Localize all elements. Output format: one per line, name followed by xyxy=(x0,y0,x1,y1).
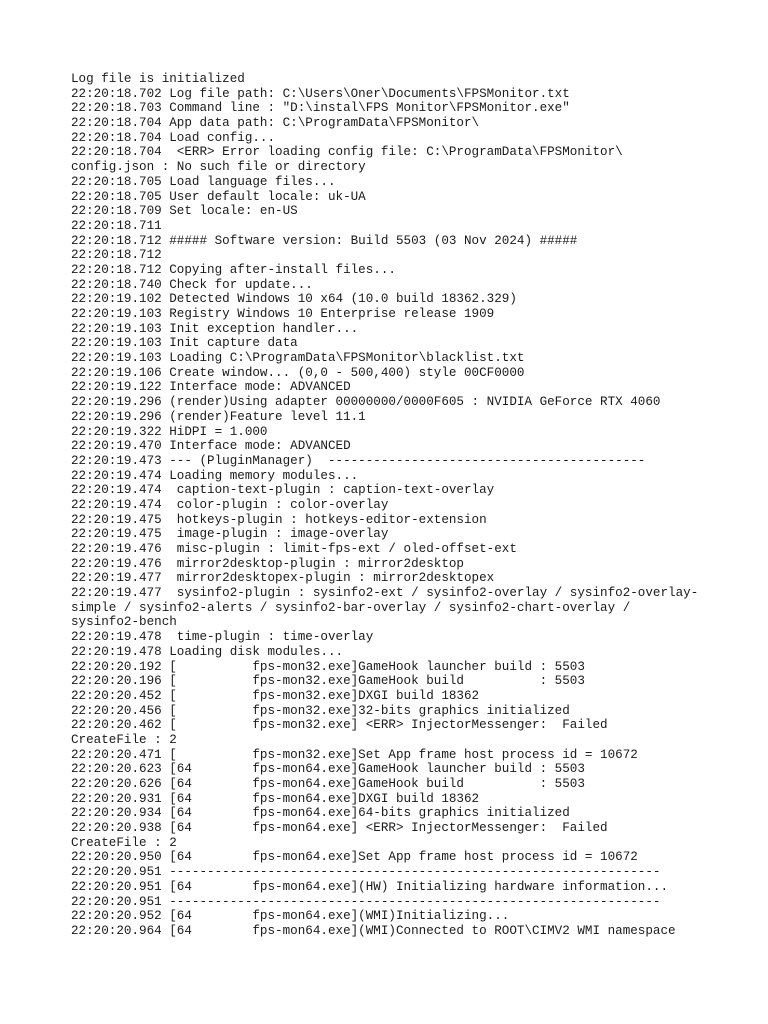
log-line: 22:20:20.938 [64 fps-mon64.exe] <ERR> InjectorMessenger: Failed xyxy=(71,821,608,836)
log-line: 22:20:18.704 <ERR> Error loading config file: C:\ProgramData\FPSMonitor\ xyxy=(71,145,623,160)
log-line: 22:20:18.705 User default locale: uk-UA xyxy=(71,189,366,204)
log-line: 22:20:19.474 caption-text-plugin : caption-text-overlay xyxy=(71,483,495,498)
log-text xyxy=(71,72,751,939)
log-line: 22:20:20.964 [64 fps-mon64.exe](WMI)Connected to ROOT\CIMV2 WMI namespace xyxy=(71,923,676,938)
log-line: 22:20:19.296 (render)Feature level 11.1 xyxy=(71,409,366,424)
log-line: 22:20:20.951 ----------------------------------------------------------------- xyxy=(71,894,661,909)
log-line: 22:20:19.102 Detected Windows 10 x64 (10.0 build 18362.329) xyxy=(71,292,517,307)
log-line: 22:20:19.475 image-plugin : image-overlay xyxy=(71,527,389,542)
log-line: Log file is initialized xyxy=(71,72,245,86)
log-line: 22:20:19.103 Loading C:\ProgramData\FPSMonitor\blacklist.txt xyxy=(71,351,525,366)
log-line: 22:20:20.192 [ fps-mon32.exe]GameHook launcher build : 5503 xyxy=(71,659,585,674)
log-line: 22:20:20.934 [64 fps-mon64.exe]64-bits graphics initialized xyxy=(71,806,570,821)
log-line: 22:20:19.122 Interface mode: ADVANCED xyxy=(71,380,351,395)
log-line: 22:20:18.712 Copying after-install files... xyxy=(71,262,396,277)
log-line: 22:20:20.952 [64 fps-mon64.exe](WMI)Initializing... xyxy=(71,909,510,924)
log-line: 22:20:19.478 Loading disk modules... xyxy=(71,644,344,659)
log-line: 22:20:19.476 misc-plugin : limit-fps-ext / oled-offset-ext xyxy=(71,542,517,556)
log-line: 22:20:19.474 color-plugin : color-overlay xyxy=(71,497,389,512)
log-line: 22:20:19.473 --- (PluginManager) ------------------------------------------ xyxy=(71,453,646,468)
log-line: CreateFile : 2 xyxy=(71,732,177,747)
log-line: 22:20:19.478 time-plugin : time-overlay xyxy=(71,630,374,645)
log-line: 22:20:20.471 [ fps-mon32.exe]Set App frame host process id = 10672 xyxy=(71,747,638,762)
log-line: 22:20:20.951 [64 fps-mon64.exe](HW) Initializing hardware information... xyxy=(71,879,669,894)
log-line: 22:20:20.951 ----------------------------------------------------------------- xyxy=(71,865,661,880)
log-line: 22:20:18.711 xyxy=(71,218,162,233)
log-line: 22:20:20.626 [64 fps-mon64.exe]GameHook build : 5503 xyxy=(71,777,585,791)
log-line: 22:20:19.476 mirror2desktop-plugin : mirror2desktop xyxy=(71,556,464,571)
log-line: 22:20:18.704 App data path: C:\ProgramData\FPSMonitor\ xyxy=(71,116,480,131)
log-line: 22:20:19.474 Loading memory modules... xyxy=(71,468,359,483)
log-line: 22:20:19.477 mirror2desktopex-plugin : mirror2desktopex xyxy=(71,571,495,586)
log-line: 22:20:20.456 [ fps-mon32.exe]32-bits graphics initialized xyxy=(71,703,570,718)
log-line: simple / sysinfo2-alerts / sysinfo2-bar-overlay / sysinfo2-chart-overlay / xyxy=(71,600,631,615)
log-line: 22:20:19.103 Registry Windows 10 Enterprise release 1909 xyxy=(71,307,495,321)
log-line: 22:20:19.477 sysinfo2-plugin : sysinfo2-ext / sysinfo2-overlay / sysinfo2-overlay- xyxy=(71,586,699,601)
log-line: 22:20:18.704 Load config... xyxy=(71,130,276,145)
log-line: 22:20:19.103 Init capture data xyxy=(71,336,298,351)
log-line: 22:20:19.470 Interface mode: ADVANCED xyxy=(71,439,351,454)
log-line: 22:20:20.452 [ fps-mon32.exe]DXGI build 18362 xyxy=(71,688,480,703)
log-line: 22:20:18.703 Command line : "D:\instal\FPS Monitor\FPSMonitor.exe" xyxy=(71,101,570,116)
log-line: CreateFile : 2 xyxy=(71,835,177,850)
log-line: 22:20:20.931 [64 fps-mon64.exe]DXGI build 18362 xyxy=(71,791,480,806)
log-line: 22:20:18.740 Check for update... xyxy=(71,277,313,292)
log-line: sysinfo2-bench xyxy=(71,615,177,630)
log-line: 22:20:19.475 hotkeys-plugin : hotkeys-editor-extension xyxy=(71,512,487,527)
log-line: 22:20:19.106 Create window... (0,0 - 500,400) style 00CF0000 xyxy=(71,365,525,380)
log-line: 22:20:20.623 [64 fps-mon64.exe]GameHook launcher build : 5503 xyxy=(71,762,585,777)
log-line: config.json : No such file or directory xyxy=(71,160,366,175)
log-line: 22:20:18.712 xyxy=(71,248,162,263)
log-line: 22:20:20.196 [ fps-mon32.exe]GameHook build : 5503 xyxy=(71,674,585,689)
log-line: 22:20:19.103 Init exception handler... xyxy=(71,321,359,336)
log-line: 22:20:20.462 [ fps-mon32.exe] <ERR> InjectorMessenger: Failed xyxy=(71,718,608,733)
log-line: 22:20:18.709 Set locale: en-US xyxy=(71,204,298,219)
log-line: 22:20:19.296 (render)Using adapter 00000000/0000F605 : NVIDIA GeForce RTX 4060 xyxy=(71,395,661,410)
log-line: 22:20:18.705 Load language files... xyxy=(71,174,336,189)
log-line: 22:20:19.322 HiDPI = 1.000 xyxy=(71,424,268,439)
log-line: 22:20:18.712 ##### Software version: Build 5503 (03 Nov 2024) ##### xyxy=(71,233,578,248)
log-line: 22:20:18.702 Log file path: C:\Users\Oner\Documents\FPSMonitor.txt xyxy=(71,86,570,101)
log-line: 22:20:20.950 [64 fps-mon64.exe]Set App frame host process id = 10672 xyxy=(71,850,638,865)
